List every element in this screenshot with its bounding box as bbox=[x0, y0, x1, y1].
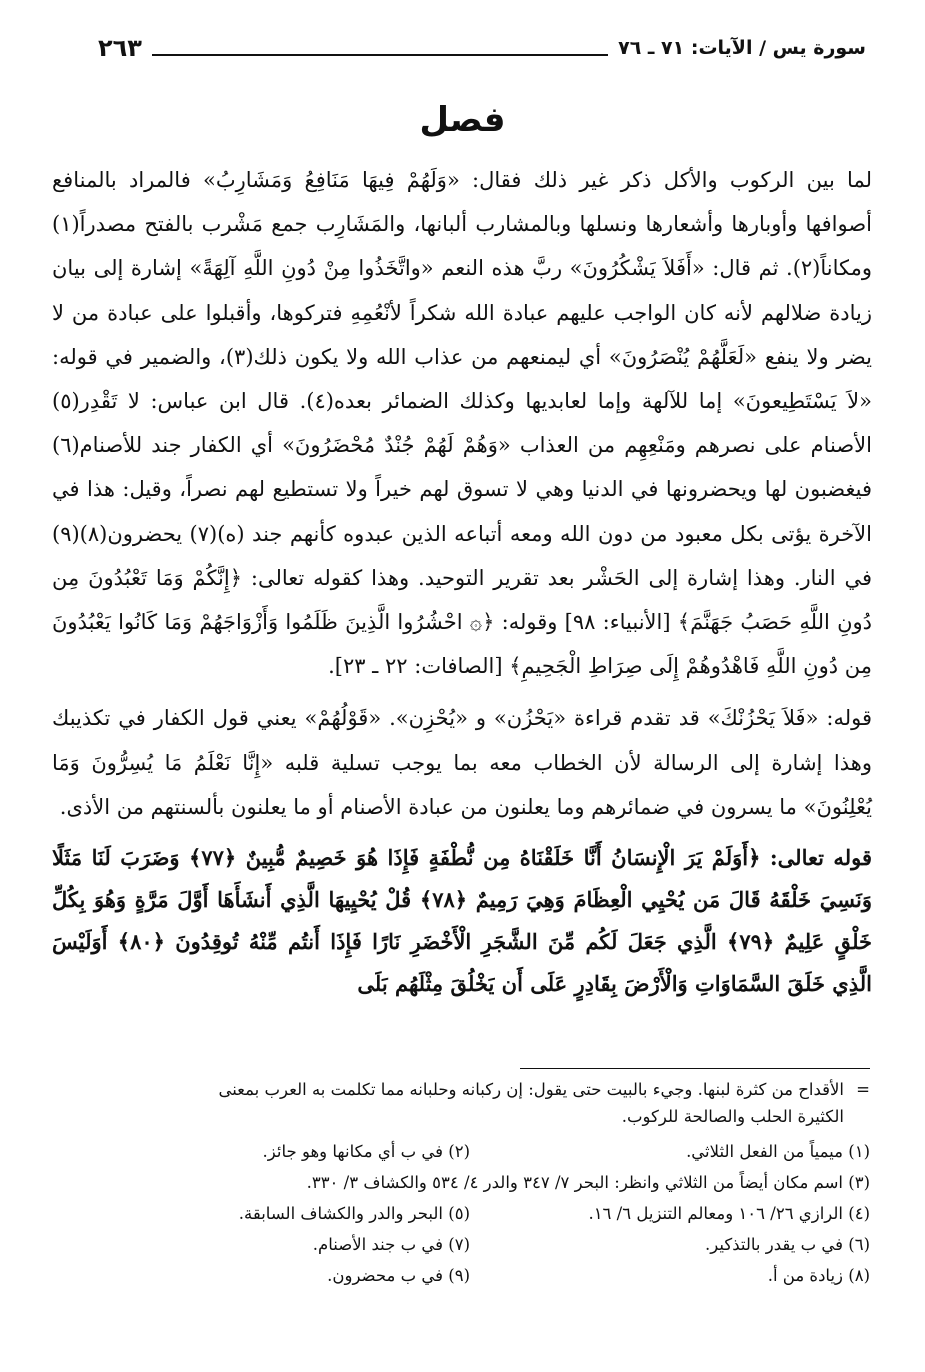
main-text bbox=[52, 158, 872, 1013]
footnotes bbox=[52, 1136, 870, 1291]
footnote-1: (١) ميمياً من الفعل الثلاثي. bbox=[686, 1142, 870, 1161]
page-number: ٢٦٣ bbox=[98, 34, 142, 62]
footnote-row bbox=[52, 1167, 870, 1198]
paragraph-1: لما بين الركوب والأكل ذكر غير ذلك فقال: «وَلَهُمْ فِيهَا مَنَافِعُ وَمَشَارِبُ» فالمراد بالمنافع أصوافها وأوبارها وأشعارها ونسلها وبالمشارب ألبانها، والمَشَارِب جمع مَشْرب بالفتح مصدراً(١) ومكاناً(٢). ثم قال: «أَفَلاَ يَشْكُرُونَ» ربَّ هذه النعم «واتَّخَذُوا مِنْ دُونِ اللَّهِ آلِهَةً» إشارة إلى بيان زيادة ضلالهم لأنه كان الواجب عليهم عبادة الله شكراً لأنْعُمِهِ فتركوها، وأقبلوا على عبادة من لا يضر ولا ينفع «لَعَلَّهُمْ يُنْصَرُونَ» أي ليمنعهم من عذاب الله ولا يكون ذلك(٣)، والضمير في قوله: «لاَ يَسْتَطِيعونَ» إما للآلهة وإما لعابديها وكذلك الضمائر بعده(٤). قال ابن عباس: لا تَقْدِر(٥) الأصنام على نصرهم ومَنْعِهِم من العذاب «وَهُمْ لَهُمْ جُنْدٌ مُحْضَرُونَ» أي الكفار جند للأصنام(٦) فيغضبون لها ويحضرونها في الدنيا وهي لا تسوق لهم خيراً ولا تستطيع لهم نصراً، وقيل: هذا في الآخرة يؤتى بكل معبود من دون الله ومعه أتباعه الذين عبدوه كأنهم جند (ه)(٧) يحضرون(٨)(٩) في النار. وهذا إشارة إلى الحَشْر بعد تقرير التوحيد. وهذا كقوله تعالى: ﴿إِنَّكُمْ وَمَا تَعْبُدُونَ مِن دُونِ اللَّهِ حَصَبُ جَهَنَّمَ﴾ [الأنبياء: ٩٨] وقوله: ﴿۞ احْشُرُوا الَّذِينَ ظَلَمُوا وَأَزْوَاجَهُمْ وَمَا كَانُوا يَعْبُدُونَ مِن دُونِ اللَّهِ فَاهْدُوهُمْ إِلَى صِرَاطِ الْجَحِيمِ﴾ [الصافات: ٢٢ ـ ٢٣]. bbox=[52, 168, 872, 679]
footnote-row bbox=[52, 1136, 870, 1167]
footnote-2: (٢) في ب أي مكانها وهو جائز. bbox=[262, 1142, 470, 1161]
verse-paragraph: قوله تعالى: ﴿أَوَلَمْ يَرَ الْإِنسَانُ أَنَّا خَلَقْنَاهُ مِن نُّطْفَةٍ فَإِذَا هُوَ خَصِيمٌ مُّبِينٌ ﴿٧٧﴾ وَضَرَبَ لَنَا مَثَلًا وَنَسِيَ خَلْقَهُ قَالَ مَن يُحْيِي الْعِظَامَ وَهِيَ رَمِيمٌ ﴿٧٨﴾ قُلْ يُحْيِيهَا الَّذِي أَنشَأَهَا أَوَّلَ مَرَّةٍ وَهُوَ بِكُلِّ خَلْقٍ عَلِيمٌ ﴿٧٩﴾ الَّذِي جَعَلَ لَكُم مِّنَ الشَّجَرِ الْأَخْضَرِ نَارًا فَإِذَا أَنتُم مِّنْهُ تُوقِدُونَ ﴿٨٠﴾ أَوَلَيْسَ الَّذِي خَلَقَ السَّمَاوَاتِ وَالْأَرْضَ بِقَادِرٍ عَلَى أَن يَخْلُقَ مِثْلَهُم بَلَى bbox=[52, 845, 872, 997]
footnote-5: (٥) البحر والدر والكشاف السابقة. bbox=[238, 1204, 470, 1223]
footnote-continuation bbox=[52, 1076, 870, 1130]
running-title: سورة يس / الآيات: ٧١ ـ ٧٦ bbox=[618, 37, 866, 59]
footnote-4: (٤) الرازي ٢٦/ ١٠٦ ومعالم التنزيل ٦/ ١٦. bbox=[588, 1204, 870, 1223]
section-heading: فصل bbox=[419, 100, 506, 140]
footnote-6: (٦) في ب يقدر بالتذكير. bbox=[705, 1235, 870, 1254]
footnote-row bbox=[52, 1198, 870, 1229]
paragraph-2: قوله: «فَلاَ يَحْزُنْكَ» قد تقدم قراءة «يَحْزُن» و «يُحْزِن». «قَوْلُهُمْ» يعني قول الكفار في تكذيبك وهذا إشارة إلى الرسالة لأن الخطاب معه بما يوجب تسلية قلبه «إِنَّا نَعْلَمُ مَا يُسِرُّونَ وَمَا يُعْلِنُونَ» ما يسرون في ضمائرهم وما يعلنون من عبادة الأصنام أو ما يعلنون بألسنتهم من الأذى. bbox=[52, 706, 872, 819]
footnote-3: (٣) اسم مكان أيضاً من الثلاثي وانظر: البحر ٧/ ٣٤٧ والدر ٤/ ٥٣٤ والكشاف ٣/ ٣٣٠. bbox=[306, 1173, 870, 1192]
page-header bbox=[98, 28, 866, 68]
footnote-row bbox=[52, 1260, 870, 1291]
footnote-separator bbox=[520, 1068, 870, 1069]
continuation-line-1: الأقداح من كثرة لبنها. وجيء بالبيت حتى يقول: إن ركبانه وحلبانه مما تكلمت به العرب بمعنى bbox=[218, 1080, 844, 1099]
footnote-row bbox=[52, 1229, 870, 1260]
footnote-8: (٨) زيادة من أ. bbox=[767, 1266, 870, 1285]
continuation-marker: = bbox=[856, 1080, 870, 1099]
footnote-9: (٩) في ب محضرون. bbox=[327, 1266, 470, 1285]
continuation-line-2: الكثيرة الحلب والصالحة للركوب. bbox=[621, 1107, 844, 1126]
header-rule bbox=[152, 40, 608, 56]
footnote-7: (٧) في ب جند الأصنام. bbox=[312, 1235, 470, 1254]
